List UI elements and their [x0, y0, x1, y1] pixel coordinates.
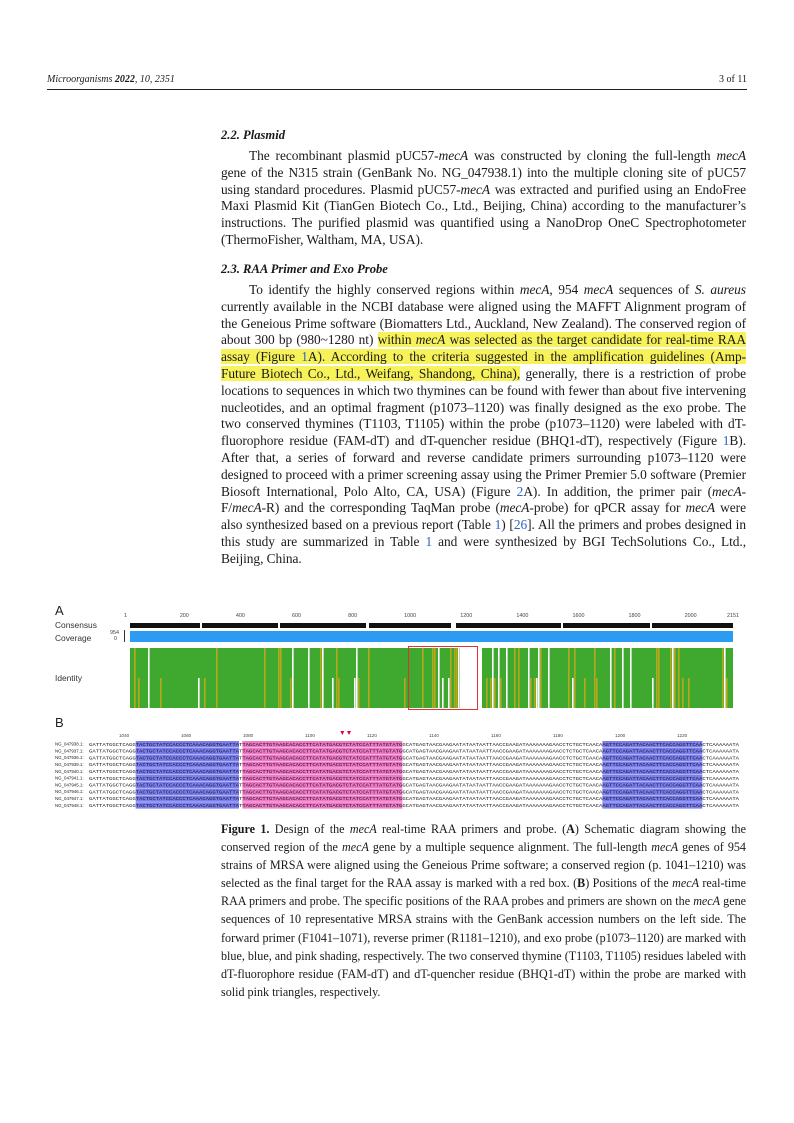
- identity-stripe: [292, 648, 294, 708]
- identity-stripe: [678, 648, 680, 708]
- accession-label: NG_047947.1:: [55, 796, 84, 801]
- header-rule: [47, 89, 747, 90]
- alignment-ruler-label: 1120: [367, 733, 377, 738]
- coverage-axis: [124, 630, 125, 642]
- accession-label: NG_047946.1:: [55, 789, 84, 795]
- thymine-marker: [340, 731, 344, 735]
- identity-stripe: [308, 648, 310, 708]
- ruler-tick-label: 1200: [460, 613, 473, 619]
- identity-stripe: [500, 678, 502, 708]
- identity-stripe: [540, 648, 542, 708]
- table-link[interactable]: 1: [494, 517, 502, 533]
- identity-stripe: [722, 648, 724, 708]
- highlighted-text: within mecA was selected as the target candidate for real-time RAA assay (Figure 1A). According to the criteria suggested in the amplification guidelines (Amp-Future Biotech Co., Ltd., Weifang, Shandong, China),: [221, 332, 746, 381]
- consensus-bar: [130, 623, 733, 628]
- thymine-marker: [347, 731, 351, 735]
- identity-stripe: [204, 678, 206, 708]
- identity-stripe: [490, 678, 492, 708]
- identity-stripe: [134, 648, 136, 708]
- identity-stripe: [656, 648, 658, 708]
- ruler-tick-label: 1600: [572, 613, 585, 619]
- identity-label: Identity: [55, 673, 83, 683]
- identity-stripe: [622, 648, 624, 708]
- identity-stripe: [514, 648, 516, 708]
- identity-stripe: [518, 648, 520, 708]
- consensus-label: Consensus: [55, 620, 97, 630]
- identity-stripe: [688, 678, 690, 708]
- identity-stripe: [506, 648, 508, 708]
- figure-link[interactable]: 1: [722, 433, 730, 449]
- identity-stripe: [216, 648, 218, 708]
- identity-stripe: [630, 648, 632, 708]
- sequence-row: GATTATGGCTCAGGTACTGCTATCCACCCTCAAACAGGTGAATTATTAGCACTTGTAAGCACACCTTCATATGACGTCTATCCATTTATGTATGGCATGAGTAACGAAGAATATAATAATTAACCGAAGATAAAAAAAGAACCTCTGCTCAACAAGTTCCAGATTACAACTTCACCAGGTTCAACTCAAAAAATA: [89, 804, 638, 809]
- ruler-tick-label: 1400: [516, 613, 529, 619]
- identity-stripe: [198, 678, 200, 708]
- identity-stripe: [674, 648, 676, 708]
- sequence-row: GATTATGGCTCAGGTACTGCTATCCACCCTCAAACAGGTGAATTATTAGCACTTGTAAGCACACCTTCATATGACGTCTATCCATTTATGTATGGCATGAGTAACGAAGAATATAATAATTAACCGAAGATAAAAAAAGAACCTCTGCTCAACAAGTTCCAGATTACAACTTCACCAGGTTCAACTCAAAAAATA: [89, 756, 638, 762]
- accession-label: NG_047945.1:: [55, 782, 84, 788]
- alignment-ruler-label: 1140: [429, 733, 439, 738]
- accession-label: NG_047937.1:: [55, 748, 84, 754]
- identity-stripe: [320, 648, 322, 708]
- alignment-ruler-label: 1060: [181, 733, 192, 738]
- identity-stripe: [492, 648, 494, 708]
- sequence-row: GATTATGGCTCAGGTACTGCTATCCACCCTCAAACAGGTGAATTATTAGCACTTGTAAGCACACCTTCATATGACGTCTATCCATTTATGTATGGCATGAGTAACGAAGAATATAATAATTAACCGAAGATAAAAAAAGAACCTCTGCTCAACAAGTTCCAGATTACAACTTCACCAGGTTCAACTCAAAAAATA: [89, 783, 638, 789]
- identity-stripe: [494, 678, 496, 708]
- ruler-tick-label: 1000: [404, 613, 417, 619]
- sequence-row: GATTATGGCTCAGGTACTGCTATCCACCCTCAAACAGGTGAATTATTAGCACTTGTAAGCACACCTTCATATGACGTCTATCCATTTATGTATGGCATGAGTAACGAAGAATATAATAATTAACCGAAGATAAAAAAAGAACCTCTGCTCAACAAGTTCCAGATTACAACTTCACCAGGTTCAACTCAAAAAATA: [89, 749, 638, 755]
- identity-stripe: [264, 648, 266, 708]
- alignment-ruler-label: 1180: [553, 733, 563, 738]
- alignment-ruler-label: 1200: [615, 733, 626, 738]
- identity-stripe: [290, 678, 292, 708]
- sequence-row: GATTATGGCTCAGGTACTGCTATCCACCCTCAAACAGGTGAATTATTAGCACTTGTAAGCACACCTTCATATGACGTCTATCCATTTATGTATGGCATGAGTAACGAAGAATATAATAATTAACCGAAGATAAAAAAAGAACCTCTGCTCAACAAGTTCCAGATTACAACTTCACCAGGTTCAACTCAAAAAATA: [89, 797, 638, 803]
- ruler-tick-label: 600: [291, 613, 301, 619]
- sequence-row: GATTATGGCTCAGGTACTGCTATCCACCCTCAAACAGGTGAATTATTAGCACTTGTAAGCACACCTTCATATGACGTCTATCCATTTATGTATGGCATGAGTAACGAAGAATATAATAATTAACCGAAGATAAAAAAAGAACCTCTGCTCAACAAGTTCCAGATTACAACTTCACCAGGTTCAACTCAAAAAATA: [89, 790, 638, 796]
- figure-link[interactable]: 2: [516, 483, 524, 499]
- alignment-ruler-label: 1040: [119, 733, 130, 738]
- identity-stripe: [498, 648, 500, 708]
- alignment-ruler-label: 1080: [243, 733, 254, 738]
- ruler-tick-label: 2000: [684, 613, 697, 619]
- identity-stripe: [594, 648, 596, 708]
- coverage-label: Coverage: [55, 633, 92, 643]
- table-link[interactable]: 1: [425, 533, 433, 549]
- identity-stripe: [368, 648, 370, 708]
- coverage-bar: [130, 631, 733, 642]
- identity-stripe: [530, 678, 532, 708]
- coverage-min: 0: [114, 636, 117, 642]
- sequence-row: GATTATGGCTCAGGTACTGCTATCCACCCTCAAACAGGTGAATTATTAGCACTTGTAAGCACACCTTCATATGACGTCTATCCATTTATGTATGGCATGAGTAACGAAGAATATAATAATTAACCGAAGATAAAAAAAGAACCTCTGCTCAACAAGTTCCAGATTACAACTTCACCAGGTTCAACTCAAAAAATA: [89, 763, 638, 769]
- identity-stripe: [332, 678, 334, 708]
- identity-stripe: [726, 678, 728, 708]
- panel-a-label: A: [55, 603, 64, 618]
- identity-stripe: [568, 648, 570, 708]
- accession-label: NG_047940.1:: [55, 768, 84, 774]
- accession-label: NG_047939.1:: [55, 762, 84, 767]
- identity-stripe: [338, 678, 340, 708]
- accession-label: NG_047936.1:: [55, 755, 84, 761]
- section-heading-plasmid: 2.2. Plasmid: [221, 128, 286, 142]
- identity-stripe: [404, 678, 406, 708]
- ruler-tick-label: 800: [348, 613, 358, 619]
- ruler-tick-label: 1: [124, 613, 127, 619]
- identity-stripe: [528, 648, 530, 708]
- identity-stripe: [138, 678, 140, 708]
- identity-stripe: [280, 648, 282, 708]
- identity-stripe: [682, 678, 684, 708]
- sequence-row: GATTATGGCTCAGGTACTGCTATCCACCCTCAAACAGGTGAATTATTAGCACTTGTAAGCACACCTTCATATGACGTCTATCCATTTATGTATGGCATGAGTAACGAAGAATATAATAATTAACCGAAGATAAAAAAAGAACCTCTGCTCAACAAGTTCCAGATTACAACTTCACCAGGTTCAACTCAAAAAATA: [89, 776, 638, 782]
- identity-stripe: [610, 648, 612, 708]
- identity-stripe: [548, 648, 550, 708]
- identity-stripe: [148, 648, 150, 708]
- alignment-ruler-label: 1100: [305, 733, 315, 738]
- identity-stripe: [160, 678, 162, 708]
- citation-link[interactable]: 26: [513, 517, 528, 533]
- coverage-max: 954: [110, 630, 119, 636]
- identity-stripe: [278, 648, 280, 708]
- identity-stripe: [572, 678, 574, 708]
- accession-label: NG_047948.1:: [55, 802, 84, 808]
- figure-link[interactable]: 1: [301, 349, 308, 365]
- sequence-row: GATTATGGCTCAGGTACTGCTATCCACCCTCAAACAGGTGAATTATTAGCACTTGTAAGCACACCTTCATATGACGTCTATCCATTTATGTATGGCATGAGTAACGAAGAATATAATAATTAACCGAAGATAAAAAAAGAACCTCTGCTCAACAAGTTCCAGATTACAACTTCACCAGGTTCAACTCAAAAAATA: [89, 770, 638, 775]
- alignment-ruler-label: 1220: [677, 733, 688, 738]
- identity-stripe: [336, 648, 338, 708]
- identity-stripe: [724, 648, 726, 708]
- identity-stripe: [574, 648, 576, 708]
- identity-stripe: [652, 678, 654, 708]
- paragraph-raa: To identify the highly conserved regions within mecA, 954 mecA sequences of S. aureus currently available in the NCBI database were aligned using the MAFFT Alignment program of the Geneious Prime software (Biomatters Ltd., Auckland, New Zealand). The conserved region of about 300 bp (980~1280 nt) within mecA was selected as the target candidate for real-time RAA assay (Figure 1A). According to the criteria suggested in the amplification guidelines (Amp-Future Biotech Co., Ltd., Weifang, Shandong, China), generally, there is a restriction of probe locations to sequences in which two thymines can be found with fewer than about five intervening nucleotides, and an optimal fragment (p1073–1120) was finally designed as the exo probe. The two conserved thymines (T1103, T1105) within the probe (p1073–1120) were labeled with dT-fluorophore residue (FAM-dT) and dT-quencher residue (BHQ1-dT), respectively (Figure 1B). After that, a series of forward and reverse candidate primers surrounding p1073–1120 were designed to proceed with a primer screening assay using the Primer Premier 5.0 software (Premier Biosoft International, Polo Alto, CA, USA) (Figure 2A). In addition, the primer pair (mecA-F/mecA-R) and the corresponding TaqMan probe (mecA-probe) for qPCR assay for mecA were also synthesized based on a previous report (Table 1) [26]. All the primers and probes designed in this study are summarized in Table 1 and were synthesized by BGI TechSolutions Co., Ltd., Beijing, China.: [221, 282, 746, 566]
- figure-1: [55, 603, 745, 811]
- paragraph-plasmid: The recombinant plasmid pUC57-mecA was constructed by cloning the full-length mecA gene of the N315 strain (GenBank No. NG_047938.1) into the multiple cloning site of pUC57 using standard procedures. Plasmid pUC57-mecA was extracted and purified using an EndoFree Maxi Plasmid Kit (TianGen Biotech Co., Ltd., Beijing, China) according to the manufacturer’s instructions. The purified plasmid was quantified using a NanoDrop OneC Spectrophotometer (ThermoFisher, Waltham, MA, USA).: [221, 148, 746, 247]
- alignment-ruler-label: 1160: [491, 733, 501, 738]
- conserved-region-box: [408, 646, 478, 710]
- journal-citation: Microorganisms 2022, 10, 2351: [47, 74, 175, 85]
- identity-stripe: [356, 648, 358, 708]
- alignment-panel: [55, 729, 745, 813]
- identity-stripe: [486, 678, 488, 708]
- identity-stripe: [658, 648, 660, 708]
- identity-stripe: [354, 678, 356, 708]
- section-raa: [221, 262, 746, 568]
- identity-stripe: [534, 678, 536, 708]
- panel-b-label: B: [55, 715, 64, 730]
- section-plasmid: [221, 128, 746, 249]
- running-header: [47, 74, 747, 90]
- ruler-tick-label: 400: [235, 613, 245, 619]
- ruler-tick-label: 2151: [727, 613, 739, 619]
- ruler-tick-label: 1800: [628, 613, 641, 619]
- sequence-row: GATTATGGCTCAGGTACTGCTATCCACCCTCAAACAGGTGAATTATTAGCACTTGTAAGCACACCTTCATATGACGTCTATCCATTTATGTATGGCATGAGTAACGAAGAATATAATAATTAACCGAAGATAAAAAAAGAACCTCTGCTCAACAAGTTCCAGATTACAACTTCACCAGGTTCAACTCAAAAAATA: [89, 742, 638, 748]
- section-heading-raa: 2.3. RAA Primer and Exo Probe: [221, 262, 388, 276]
- page-number: 3 of 11: [719, 74, 747, 85]
- identity-stripe: [358, 678, 360, 708]
- accession-label: NG_047941.1:: [55, 775, 84, 781]
- ruler-tick-label: 200: [179, 613, 189, 619]
- identity-stripe: [614, 648, 616, 708]
- identity-stripe: [322, 648, 324, 708]
- identity-stripe: [672, 648, 674, 708]
- identity-stripe: [596, 678, 598, 708]
- identity-stripe: [536, 678, 538, 708]
- identity-stripe: [670, 648, 672, 708]
- accession-label: NG_047938.1:: [55, 741, 84, 747]
- identity-stripe: [538, 648, 540, 708]
- figure-1-caption: Figure 1. Design of the mecA real-time RAA primers and probe. (A) Schematic diagram showing the conserved region of the mecA gene by a multiple sequence alignment. The full-length mecA genes of 954 strains of MRSA were aligned using the Geneious Prime software; a conserved region (p. 1041–1210) was selected as the final target for the RAA assay is marked with a red box. (B) Positions of the mecA real-time RAA primers and probe. The specific positions of the RAA probes and primers are shown on the mecA gene sequences of 10 representative MRSA strains with the GenBank accession numbers on the left side. The forward primer (F1041–1071), reverse primer (R1181–1210), and exo probe (p1073–1120) are marked with blue, blue, and pink shading, respectively. The two conserved thymine (T1103, T1105) residues labeled with dT-fluorophore residue (FAM-dT) and dT-quencher residue (BHQ1-dT) within the probe are marked with solid pink triangles, respectively.: [221, 822, 747, 999]
- identity-stripe: [584, 678, 586, 708]
